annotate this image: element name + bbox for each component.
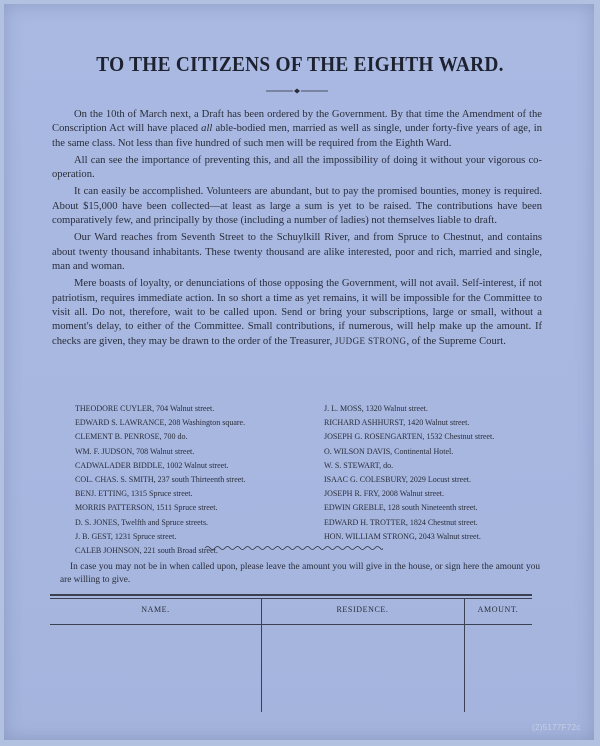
column-header-name: NAME. (141, 605, 170, 614)
committee-member: MORRIS PATTERSON, 1511 Spruce street. (75, 503, 218, 513)
page-title: TO THE CITIZENS OF THE EIGHTH WARD. (96, 52, 504, 76)
paragraph: On the 10th of March next, a Draft has been ordered by the Government. By that time the Amendment of the Conscription Act will have placed all able-bodied men, married as well as single, under forty-five years of age, in the same class. Not less than five hundred of such men will be required from the Eighth Ward. (52, 109, 542, 149)
table-header-rule (50, 624, 532, 625)
paragraph: It can easily be accomplished. Volunteers are abundant, but to pay the promised bounties, money is required. About $15,000 have been collected—at least as large a sum is yet to be raised. The contributions have been comparatively few, and principally by those (including a number of ladies) not themselves liable to draft. (52, 186, 542, 227)
committee-member: EDWIN GREBLE, 128 south Nineteenth street. (324, 503, 478, 513)
committee-member: O. WILSON DAVIS, Continental Hotel. (324, 446, 454, 456)
paragraph: Our Ward reaches from Seventh Street to the Schuylkill River, and from Spruce to Chestnut, and contains about twenty thousand inhabitants. These twenty thousand are alike interested, poor and rich, married and single, man and woman. (52, 232, 542, 272)
committee-member: D. S. JONES, Twelfth and Spruce streets. (75, 517, 209, 527)
wavy-divider (205, 545, 383, 551)
committee-member: EDWARD S. LAWRANCE, 208 Washington square. (75, 418, 246, 428)
subscription-table (50, 594, 532, 712)
committee-member: CLEMENT B. PENROSE, 700 do. (75, 432, 188, 442)
ornament-rule (266, 88, 328, 94)
committee-member: COL. CHAS. S. SMITH, 237 south Thirteenth street. (75, 474, 246, 484)
committee-member: J. L. MOSS, 1320 Walnut street. (324, 404, 428, 413)
committee-member: WM. F. JUDSON, 708 Walnut street. (75, 446, 195, 456)
committee-member: BENJ. ETTING, 1315 Spruce street. (75, 489, 193, 499)
column-divider (464, 599, 465, 712)
footnote: In case you may not be in when called upon, please leave the amount you will give in the house, or sign here the amount you are willing to give. (60, 562, 540, 585)
committee-member: JOSEPH R. FRY, 2008 Walnut street. (324, 489, 444, 499)
column-header-amount: AMOUNT. (477, 605, 519, 614)
committee-member: ISAAC G. COLESBURY, 2029 Locust street. (324, 474, 471, 484)
catalog-stamp: (2)5177F72c (532, 723, 581, 732)
column-header-residence: RESIDENCE. (336, 605, 389, 614)
committee-member: HON. WILLIAM STRONG, 2043 Walnut street. (324, 531, 481, 541)
committee-member: EDWARD H. TROTTER, 1824 Chestnut street. (324, 517, 478, 527)
paragraph: Mere boasts of loyalty, or denunciations of those opposing the Government, will not avail. Self-interest, if not patriotism, requires immediate action. In so short a time as yet remains, it will be impossible for the Committee to visit all. Do not, therefore, wait to be called upon. Send or bring your subscriptions, large or small, without a moment's delay, to either of the Committee. Small contributions, if numerous, will help make up the amount. If checks are given, they may be drawn to the order of the Treasurer, JUDGE STRONG, of the Supreme Court. (52, 278, 542, 348)
committee-member: CADWALADER BIDDLE, 1002 Walnut street. (75, 460, 229, 470)
committee-member: JOSEPH G. ROSENGARTEN, 1532 Chestnut street. (324, 432, 495, 442)
table-rule-top (50, 594, 532, 596)
committee-member: J. B. GEST, 1231 Spruce street. (75, 531, 177, 541)
paragraph: All can see the importance of preventing this, and all the impossibility of doing it without your vigorous co-operation. (52, 154, 542, 181)
table-rule-top-thin (50, 598, 532, 599)
appeal-text (52, 108, 542, 353)
committee-list-left (75, 402, 246, 558)
committee-list-right (324, 402, 494, 544)
column-divider (261, 599, 262, 712)
committee-member: RICHARD ASHHURST, 1420 Walnut street. (324, 418, 470, 428)
committee-member: THEODORE CUYLER, 704 Walnut street. (75, 404, 215, 413)
committee-member: CALEB JOHNSON, 221 south Broad street. (75, 545, 218, 555)
committee-member: W. S. STEWART, do. (324, 460, 394, 470)
